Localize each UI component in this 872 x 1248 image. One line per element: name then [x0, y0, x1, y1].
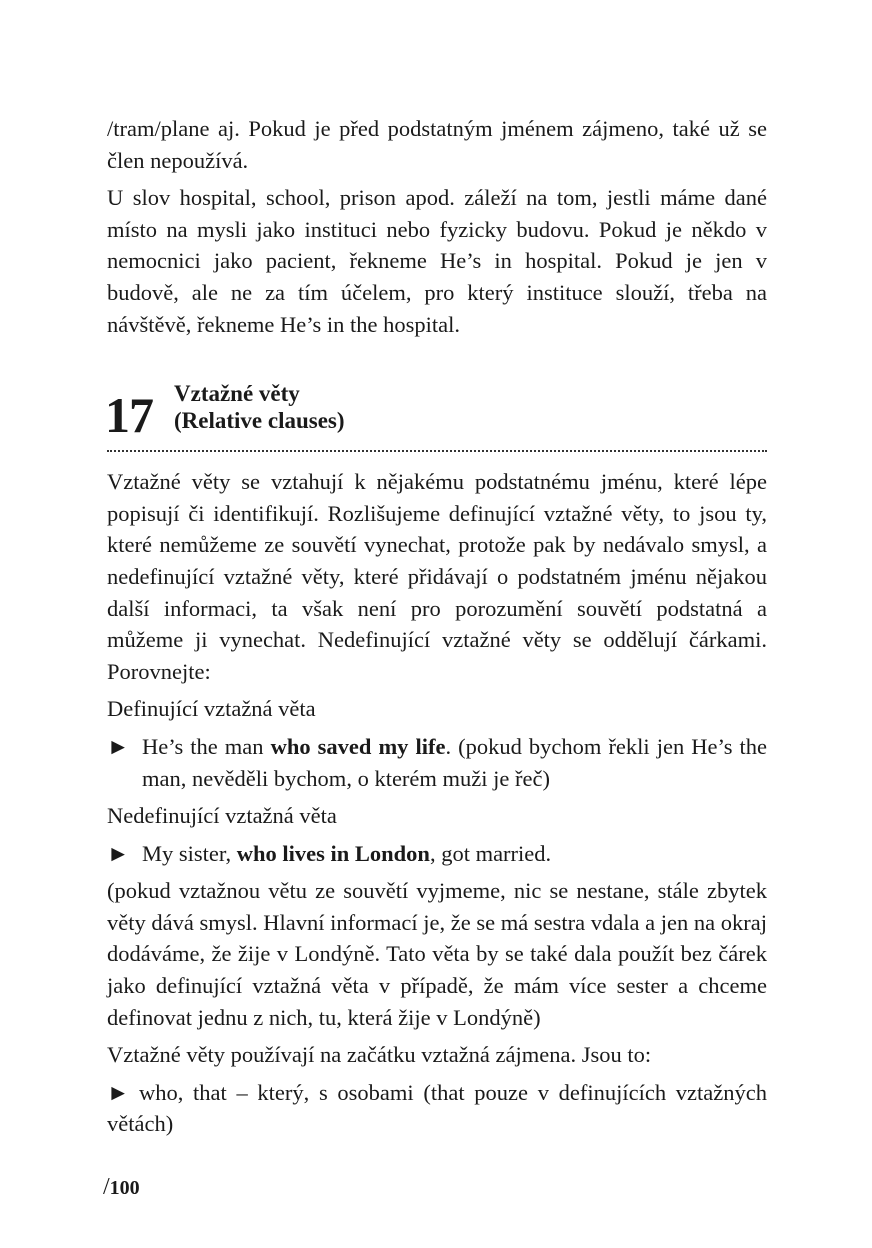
- section-heading: [105, 381, 767, 450]
- section-title-en: (Relative clauses): [174, 408, 345, 434]
- bullet-pronoun: [107, 1077, 767, 1140]
- page-number: [103, 1174, 140, 1201]
- section-number: 17: [105, 387, 153, 444]
- section-title: [174, 380, 345, 434]
- example-bold: who saved my life: [270, 733, 446, 759]
- page-number-value: 100: [109, 1177, 140, 1199]
- paragraph: Vztažné věty používají na začátku vztažná zájmena. Jsou to:: [107, 1042, 652, 1068]
- example-text: . (pokud bychom řekli jen He’s the man, nevěděli bychom, o kterém muži je řeč): [142, 733, 768, 791]
- bullet-arrow-icon: ►: [107, 840, 130, 866]
- page-number-slash: /: [103, 1174, 110, 1200]
- paragraph: Vztažné věty se vztahují k nějakému podstatnému jménu, které lépe popisují či identifikují. Rozlišujeme definující vztažné věty, to jsou ty, které nemůžeme ze souvětí vynechat, protože pak by nedávalo smysl, a nedefinující vztažné věty, které přidávají o podstatném jménu nějakou další informaci, ta však není pro porozumění souvětí podstatná a můžeme ji vynechat. Nedefinující vztažné věty se oddělují čárkami. Porovnejte:: [107, 469, 767, 684]
- label-defining: Definující vztažná věta: [107, 696, 316, 722]
- pronoun-text: who, that – který, s osobami (that pouze v definujících vztažných větách): [107, 1079, 767, 1137]
- example-text: , got married.: [429, 840, 552, 866]
- section-title-cs: Vztažné věty: [174, 381, 300, 407]
- bullet-arrow-icon: ►: [107, 1079, 130, 1105]
- paragraph: U slov hospital, school, prison apod. záleží na tom, jestli máme dané místo na mysli jako instituci nebo fyzicky budovu. Pokud je někdo v nemocnici jako pacient, řekneme He’s in hospital. Pokud je jen v budově, ale ne za tím účelem, pro který instituce slouží, třeba na návštěvě, řekneme He’s in the hospital.: [107, 185, 767, 337]
- label-nondefining: Nedefinující vztažná věta: [107, 803, 337, 829]
- bullet-arrow-icon: ►: [107, 733, 130, 759]
- paragraph: /tram/plane aj. Pokud je před podstatným jménem zájmeno, také už se člen nepoužívá.: [107, 116, 767, 173]
- example-text: My sister,: [142, 840, 237, 866]
- bullet-example-defining: [107, 731, 767, 794]
- example-bold: who lives in London: [236, 840, 430, 866]
- page-content: [107, 113, 767, 1146]
- dotted-divider: [107, 450, 767, 452]
- example-text: He’s the man: [142, 733, 271, 759]
- bullet-example-nondefining: [107, 838, 767, 870]
- paragraph: (pokud vztažnou větu ze souvětí vyjmeme, nic se nestane, stále zbytek věty dává smysl. Hlavní informací je, že se má sestra vdala a jen na okraj dodáváme, že žije v Londýně. Tato věta by se také dala použít bez čárek jako definující vztažná věta v případě, že mám více sester a chceme definovat jednu z nich, tu, která žije v Londýně): [107, 878, 767, 1030]
